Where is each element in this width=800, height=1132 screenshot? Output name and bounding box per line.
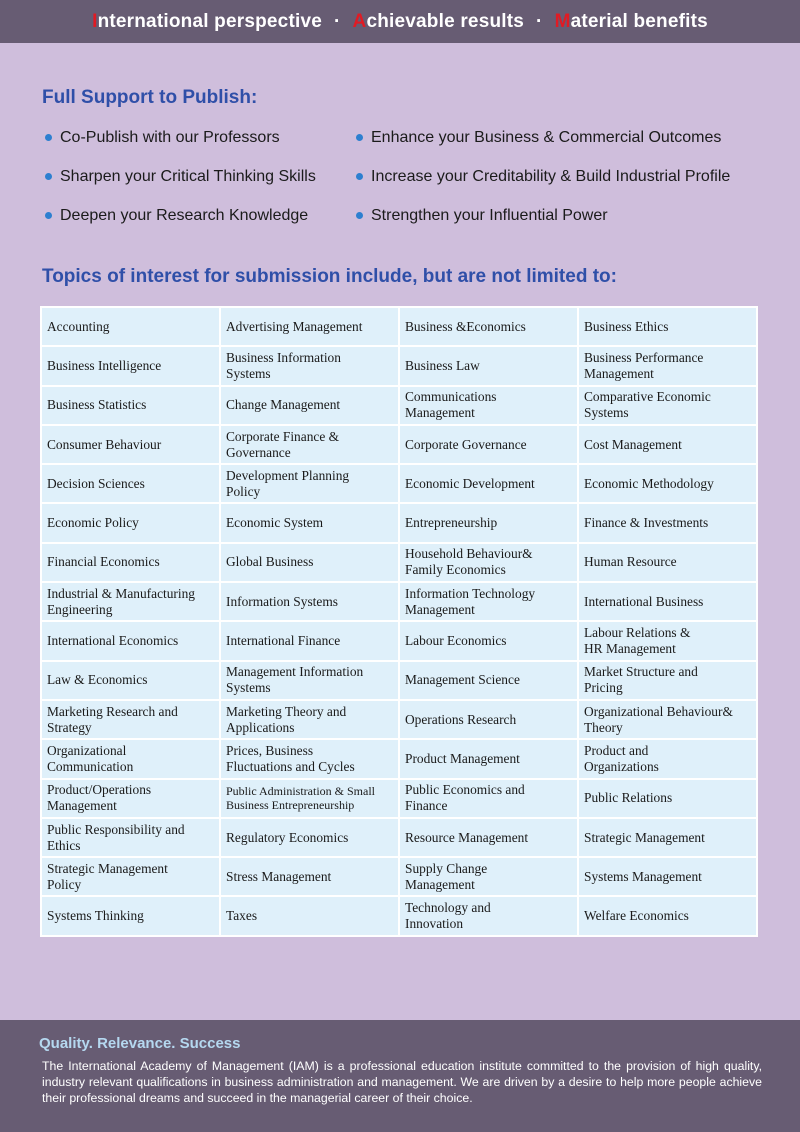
topic-cell: Technology and Innovation (399, 896, 578, 935)
topics-row (41, 661, 757, 700)
footer-description: The International Academy of Management (IAM) is a professional education institute committed to the provision of high quality, industry relevant qualifications in business administration and management. We are driven by a desire to help more people achieve their professional dreams and succeed in the managerial career of their choice. (42, 1059, 762, 1105)
bullet-dot-icon (356, 173, 363, 180)
topic-cell: Systems Thinking (41, 896, 220, 935)
topic-cell: Organizational Behaviour& Theory (578, 700, 757, 739)
topics-row (41, 700, 757, 739)
topics-row (41, 779, 757, 818)
topic-cell: International Finance (220, 621, 399, 660)
topic-cell: Law & Economics (41, 661, 220, 700)
topic-cell: Financial Economics (41, 543, 220, 582)
topic-cell: Economic System (220, 503, 399, 542)
topics-row (41, 503, 757, 542)
topics-heading: Topics of interest for submission include, but are not limited to: (42, 266, 617, 287)
topics-row (41, 857, 757, 896)
support-bullet: Deepen your Research Knowledge (42, 196, 353, 235)
bullet-dot-icon (356, 134, 363, 141)
topic-cell: Market Structure and Pricing (578, 661, 757, 700)
topic-cell: International Business (578, 582, 757, 621)
topic-cell: Corporate Finance & Governance (220, 425, 399, 464)
topic-cell: Economic Development (399, 464, 578, 503)
topic-cell: Welfare Economics (578, 896, 757, 935)
topic-cell: Business Intelligence (41, 346, 220, 385)
topic-cell: Public Responsibility and Ethics (41, 818, 220, 857)
topic-cell: Management Science (399, 661, 578, 700)
support-bullet: Sharpen your Critical Thinking Skills (42, 157, 353, 196)
support-bullet: Co-Publish with our Professors (42, 118, 353, 157)
topics-row (41, 425, 757, 464)
topic-cell: Comparative Economic Systems (578, 386, 757, 425)
topic-cell: Resource Management (399, 818, 578, 857)
topics-row (41, 307, 757, 346)
topic-cell: Advertising Management (220, 307, 399, 346)
topic-cell: Communications Management (399, 386, 578, 425)
topic-cell: Labour Economics (399, 621, 578, 660)
topic-cell: Marketing Theory and Applications (220, 700, 399, 739)
topic-cell: Taxes (220, 896, 399, 935)
topics-row (41, 621, 757, 660)
banner-separator: · (334, 10, 341, 32)
support-bullet: Strengthen your Influential Power (353, 196, 762, 235)
topics-row (41, 543, 757, 582)
topic-cell: Change Management (220, 386, 399, 425)
topic-cell: Human Resource (578, 543, 757, 582)
topics-row (41, 582, 757, 621)
topic-cell: Management Information Systems (220, 661, 399, 700)
bullet-dot-icon (45, 173, 52, 180)
topic-cell: Business Information Systems (220, 346, 399, 385)
topic-cell: Regulatory Economics (220, 818, 399, 857)
banner-separator: · (536, 10, 543, 32)
topic-cell: Information Systems (220, 582, 399, 621)
topic-cell: Business Law (399, 346, 578, 385)
topic-cell: Supply Change Management (399, 857, 578, 896)
topic-cell: Public Administration & Small Business Entrepreneurship (220, 779, 399, 818)
topic-cell: International Economics (41, 621, 220, 660)
topic-cell: Decision Sciences (41, 464, 220, 503)
topic-cell: Product Management (399, 739, 578, 778)
topic-cell: Operations Research (399, 700, 578, 739)
topic-cell: Public Economics and Finance (399, 779, 578, 818)
bullet-dot-icon (356, 212, 363, 219)
support-bullet-list (42, 118, 762, 235)
footer-tagline: Quality. Relevance. Success (39, 1035, 241, 1052)
support-bullet: Increase your Creditability & Build Industrial Profile (353, 157, 762, 196)
topic-cell: Strategic Management Policy (41, 857, 220, 896)
topic-cell: Prices, Business Fluctuations and Cycles (220, 739, 399, 778)
topic-cell: Consumer Behaviour (41, 425, 220, 464)
topic-cell: Global Business (220, 543, 399, 582)
topic-cell: Labour Relations & HR Management (578, 621, 757, 660)
topics-row (41, 896, 757, 935)
bullet-dot-icon (45, 134, 52, 141)
topic-cell: Industrial & Manufacturing Engineering (41, 582, 220, 621)
topic-cell: Organizational Communication (41, 739, 220, 778)
topic-cell: Business Ethics (578, 307, 757, 346)
topic-cell: Development Planning Policy (220, 464, 399, 503)
topic-cell: Strategic Management (578, 818, 757, 857)
banner-part-3: Material benefits (554, 10, 708, 32)
support-bullet: Enhance your Business & Commercial Outcomes (353, 118, 762, 157)
topic-cell: Accounting (41, 307, 220, 346)
topic-cell: Information Technology Management (399, 582, 578, 621)
banner-part-2: Achievable results (352, 10, 525, 32)
topic-cell: Household Behaviour& Family Economics (399, 543, 578, 582)
topic-cell: Economic Policy (41, 503, 220, 542)
topic-cell: Cost Management (578, 425, 757, 464)
topic-cell: Business Statistics (41, 386, 220, 425)
topic-cell: Public Relations (578, 779, 757, 818)
topic-cell: Marketing Research and Strategy (41, 700, 220, 739)
support-heading: Full Support to Publish: (42, 87, 258, 108)
topics-row (41, 464, 757, 503)
top-banner (0, 0, 800, 43)
topic-cell: Corporate Governance (399, 425, 578, 464)
topic-cell: Business Performance Management (578, 346, 757, 385)
footer (0, 1020, 800, 1132)
topics-table (40, 306, 758, 937)
topic-cell: Entrepreneurship (399, 503, 578, 542)
topic-cell: Systems Management (578, 857, 757, 896)
topic-cell: Product and Organizations (578, 739, 757, 778)
topic-cell: Business &Economics (399, 307, 578, 346)
banner-part-1: International perspective (92, 10, 322, 32)
topics-row (41, 346, 757, 385)
topics-row (41, 739, 757, 778)
topic-cell: Finance & Investments (578, 503, 757, 542)
topics-row (41, 818, 757, 857)
bullet-dot-icon (45, 212, 52, 219)
topic-cell: Economic Methodology (578, 464, 757, 503)
topics-row (41, 386, 757, 425)
topic-cell: Stress Management (220, 857, 399, 896)
topic-cell: Product/Operations Management (41, 779, 220, 818)
